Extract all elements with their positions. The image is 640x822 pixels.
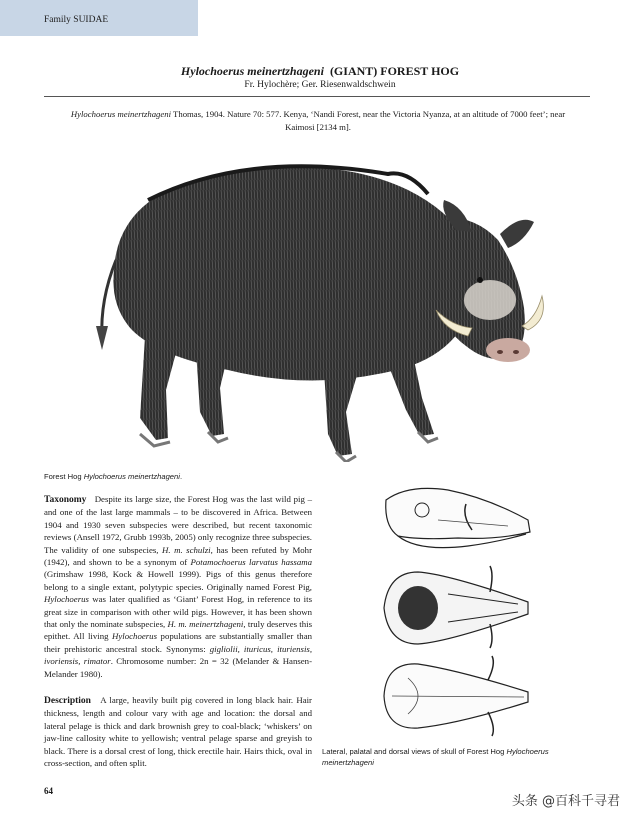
taxonomy-heading: Taxonomy <box>44 495 87 505</box>
taxonomy-text-6: populations are substantially smaller than their prehistoric ancestral stock. Synonyms: <box>44 631 312 654</box>
taxonomy-text-7: . Chromosome number: 2n = 32 (Melander & Hansen-Melander 1980). <box>44 656 313 679</box>
skull-lateral-view <box>378 480 536 562</box>
caption-prefix: Forest Hog <box>44 472 82 481</box>
description-section <box>44 694 312 769</box>
skull-caption-sci: Hylochoerus meinertzhageni <box>322 747 549 767</box>
citation-text: Thomas, 1904. Nature 70: 577. Kenya, ‘Nandi Forest, near the Victoria Nyanza, at an altitude of 7000 feet’; near Kaimosi [2134 m]. <box>173 109 566 132</box>
citation-sci: Hylochoerus meinertzhageni <box>70 109 172 119</box>
title-rule <box>44 96 590 97</box>
skull-dorsal-view <box>378 654 536 738</box>
taxonomy-text-2: , has been refuted by Mohr (1942), and shown to be a synonym of <box>44 544 313 568</box>
alt-names: Fr. Hylochère; Ger. Riesenwaldschwein <box>244 80 396 90</box>
taxonomy-sci-4: H. m. meinertzhageni <box>167 619 244 630</box>
scientific-name: Hylochoerus meinertzhageni <box>180 64 324 78</box>
skull-caption-prefix: Lateral, palatal and dorsal views of skull of Forest Hog <box>322 747 505 756</box>
citation <box>62 108 574 133</box>
taxonomy-sci-6: gigliolii, ituricus, ituriensis, ivoriensis, rimator <box>44 643 313 667</box>
caption-sci: Hylochoerus meinertzhageni <box>83 472 180 481</box>
taxonomy-text-5: , truly deserves this epithet. All living <box>44 619 313 642</box>
skull-figure-caption <box>322 746 592 768</box>
common-name: (GIANT) FOREST HOG <box>329 64 460 78</box>
taxonomy-sci-2: Potamochoerus larvatus hassama <box>190 557 312 568</box>
description-heading: Description <box>44 696 91 706</box>
taxonomy-sci-3: Hylochoerus <box>44 594 89 605</box>
watermark: 头条 @百科千寻君 <box>511 794 620 809</box>
family-tab <box>0 0 198 36</box>
taxonomy-text-1: Despite its large size, the Forest Hog was the last wild pig – and one of the last large mammals – to be discovered in Africa. Between 1904 and 1930 seven subspecies were described, but recent taxonomic reviews (Ansell 1972, Grubb 1993b, 2005) only recognize three subspecies. The validity of one subspecies, <box>44 494 312 555</box>
page-number: 64 <box>44 786 53 796</box>
taxonomy-sci-1: H. m. schulzi <box>162 544 211 555</box>
skull-palatal-view <box>378 564 536 650</box>
page-title <box>0 64 640 79</box>
forest-hog-illustration <box>88 150 558 462</box>
taxonomy-text-3: (Grimshaw 1998, Kock & Howell 1999). Pigs of this genus therefore belong to a single extant, polytypic species. Originally named Forest Pig, <box>44 569 312 592</box>
taxonomy-text-4: was later qualified as ‘Giant’ Forest Hog, in reference to its great size in comparison with other wild pigs. However, it has been shown that only the nominate subspecies, <box>44 594 312 630</box>
taxonomy-sci-5: Hylochoerus <box>112 631 157 642</box>
hog-figure-caption <box>44 472 182 481</box>
caption-suffix: . <box>179 472 183 481</box>
taxonomy-section <box>44 493 312 680</box>
description-text: A large, heavily built pig covered in long black hair. Hair thickness, length and colour vary with age and location: the dorsal and lateral pelage is thick and dark brownish grey to coal-black; ‘whiskers’ on jaw-line callosity white to yellowish; ventral pelage sparse and greyish to black. There is a dorsal crest of long, thick erectile hair. Hairs thick, oval in cross-section, and often split. <box>44 695 312 769</box>
family-label: Family SUIDAE <box>44 15 109 25</box>
